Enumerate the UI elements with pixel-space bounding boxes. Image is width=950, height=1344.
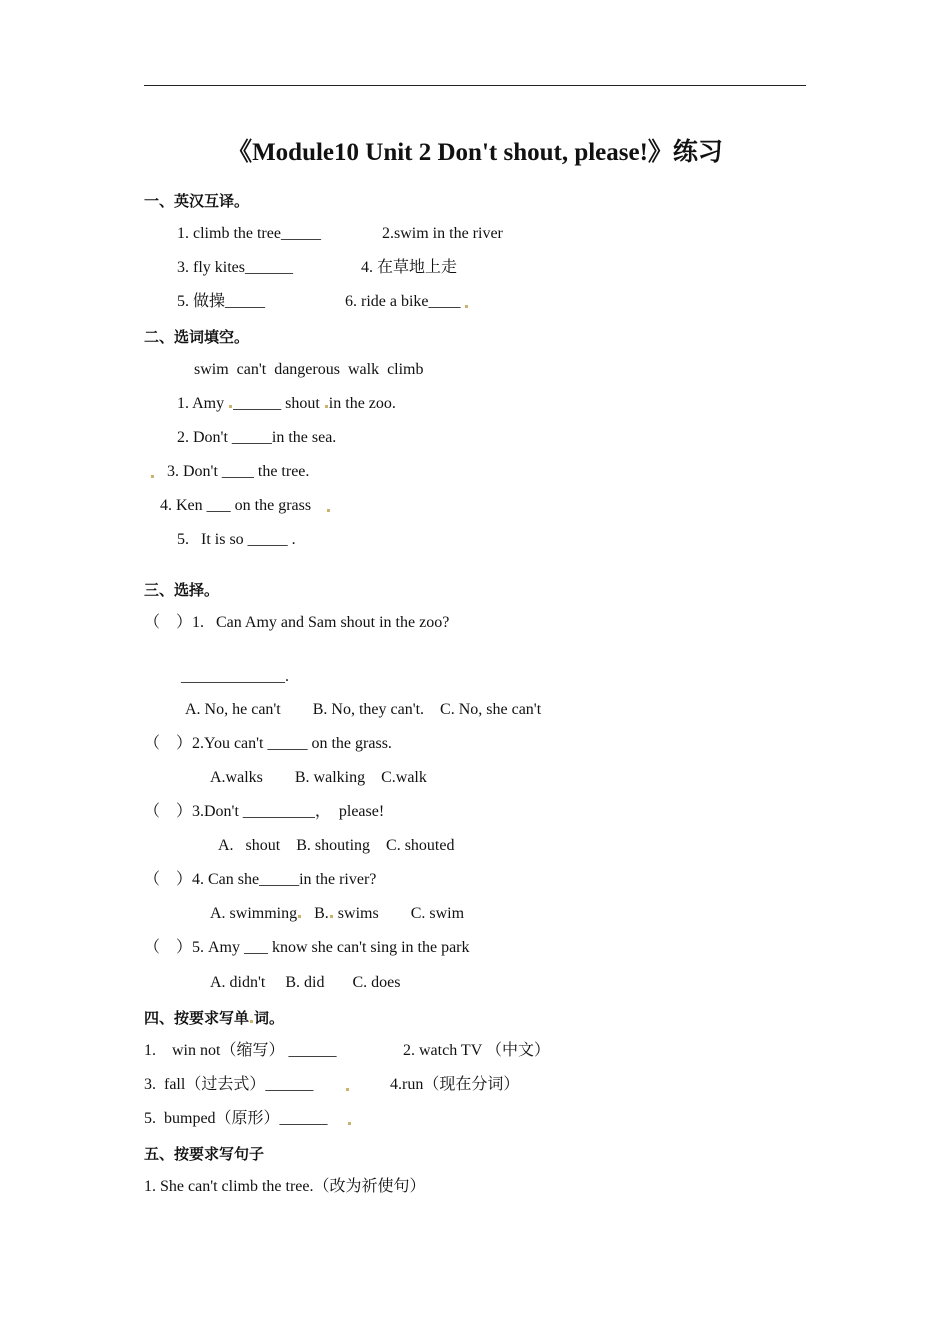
- s2-question-3: 3. Don't ____ the tree.: [167, 463, 310, 480]
- s4-item-5: 5. bumped（原形）______: [144, 1110, 328, 1127]
- decorative-dot: [325, 405, 328, 408]
- section-2-heading: 二、选词填空。: [144, 328, 250, 346]
- s2-q1-part-a: 1. Amy: [177, 395, 229, 412]
- decorative-dot: [151, 475, 154, 478]
- s4-heading-part-a: 四、按要求写单: [144, 1009, 250, 1027]
- decorative-dot: [327, 509, 330, 512]
- s3-q4-option-bc: swims C. swim: [333, 905, 465, 922]
- decorative-dot: [250, 1020, 253, 1023]
- s3-q4-option-a: A. swimming: [210, 905, 298, 922]
- s3-question-3: （ ）3.Don't _________， please!: [144, 803, 385, 820]
- s4-item-2: 2. watch TV （中文）: [403, 1042, 550, 1059]
- s5-item-1: 1. She can't climb the tree.（改为祈使句）: [144, 1178, 426, 1195]
- s3-question-1: （ ）1. Can Amy and Sam shout in the zoo?: [144, 614, 450, 631]
- s2-question-4: 4. Ken ___ on the grass: [160, 497, 312, 514]
- s4-item-4: 4.run（现在分词）: [390, 1076, 520, 1093]
- s4-heading-part-b: 词。: [254, 1009, 285, 1027]
- s1-item-4: 4. 在草地上走: [361, 259, 458, 276]
- s3-q1-answer-blank: _____________.: [181, 668, 289, 685]
- s3-q2-options: A.walks B. walking C.walk: [210, 769, 427, 786]
- s3-q4-option-b: B.: [314, 905, 329, 922]
- s1-item-5: 5. 做操_____: [177, 293, 266, 310]
- decorative-dot: [298, 915, 301, 918]
- s3-q5-options: A. didn't B. did C. does: [210, 974, 401, 991]
- s1-item-1: 1. climb the tree_____: [177, 225, 321, 242]
- s2-question-5: 5. It is so _____ .: [177, 531, 296, 548]
- decorative-dot: [346, 1088, 349, 1091]
- s2-question-1: [177, 394, 396, 414]
- s4-item-3: 3. fall（过去式）______: [144, 1076, 314, 1093]
- decorative-dot: [229, 405, 232, 408]
- s3-q1-options: A. No, he can't B. No, they can't. C. No, she can't: [185, 701, 542, 718]
- section-1-heading: 一、英汉互译。: [144, 192, 250, 210]
- s1-item-2: 2.swim in the river: [382, 225, 503, 242]
- s3-question-4: （ ）4. Can she_____in the river?: [144, 871, 377, 888]
- header-rule: [144, 85, 806, 86]
- s3-question-5: （ ）5. Amy ___ know she can't sing in the park: [144, 939, 470, 956]
- s3-q4-options: [210, 904, 464, 924]
- s4-item-1: 1. win not（缩写） ______: [144, 1042, 337, 1059]
- s1-item-6: 6. ride a bike____: [345, 293, 461, 310]
- page-title: 《Module10 Unit 2 Don't shout, please!》练习: [227, 139, 723, 166]
- section-4-heading: [144, 1008, 284, 1028]
- s3-question-2: （ ）2.You can't _____ on the grass.: [144, 735, 392, 752]
- decorative-dot: [330, 915, 333, 918]
- s3-q3-options: A. shout B. shouting C. shouted: [218, 837, 455, 854]
- s1-item-3: 3. fly kites______: [177, 259, 293, 276]
- section-5-heading: 五、按要求写句子: [144, 1145, 265, 1163]
- s2-q1-part-b: ______ shout: [233, 395, 324, 412]
- section-3-heading: 三、选择。: [144, 581, 220, 599]
- word-bank: swim can't dangerous walk climb: [194, 361, 424, 378]
- decorative-dot: [465, 305, 468, 308]
- decorative-dot: [348, 1122, 351, 1125]
- s2-q1-part-c: in the zoo.: [328, 395, 396, 412]
- s2-question-2: 2. Don't _____in the sea.: [177, 429, 337, 446]
